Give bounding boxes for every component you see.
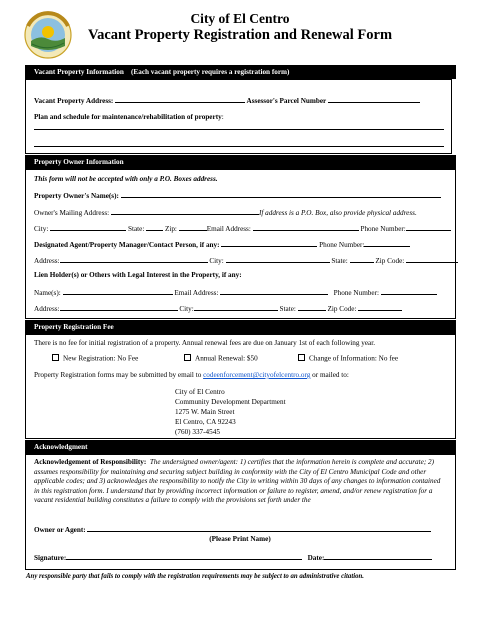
lien-city-field[interactable] xyxy=(194,303,278,311)
section-heading-fee: Property Registration Fee xyxy=(25,320,456,334)
agent-address-field[interactable] xyxy=(60,255,208,263)
mailing-address-row: Owner's Mailing Address: If address is a P.O. Box, also provide physical address. xyxy=(34,209,417,217)
annual-renewal-checkbox[interactable] xyxy=(184,354,191,361)
form-title: Vacant Property Registration and Renewal Form xyxy=(87,27,393,43)
option-new-registration[interactable]: New Registration: No Fee xyxy=(52,354,138,364)
agent-city-field[interactable] xyxy=(226,255,330,263)
section-heading-acknowledgment: Acknowledgment xyxy=(25,440,456,454)
owner-zip-field[interactable] xyxy=(179,223,207,231)
fee-text: There is no fee for initial registration of a property. Annual renewal fees are due on January 1st of each following year. xyxy=(34,339,376,347)
owner-agent-row: Owner or Agent: xyxy=(34,524,431,535)
date-field[interactable] xyxy=(324,552,432,560)
email-link[interactable]: codeenforcement@cityofelcentro.org xyxy=(203,371,311,379)
lien-address-row: Address: City: State: Zip Code: xyxy=(34,303,402,314)
mail-line: (760) 337-4545 xyxy=(175,428,220,436)
vacant-address-row: Vacant Property Address: Assessor's Parcel Number xyxy=(34,95,420,106)
lien-email-field[interactable] xyxy=(220,287,328,295)
owner-city-field[interactable] xyxy=(50,223,126,231)
mail-line: City of El Centro xyxy=(175,388,225,396)
lien-names-row: Name(s): Email Address: Phone Number: xyxy=(34,287,437,298)
agent-name-field[interactable] xyxy=(221,239,317,247)
agent-address-row: Address: City: State: Zip Code: xyxy=(34,255,458,266)
city-state-zip-row: City: State: Zip: Email Address: Phone Number: xyxy=(34,223,451,234)
signature-field[interactable] xyxy=(66,552,302,560)
submit-text: Property Registration forms may be submitted by email to codeenforcement@cityofelcentro.org or mailed to: xyxy=(34,371,349,379)
signature-row: Signature: Date: xyxy=(34,552,432,563)
mail-line: 1275 W. Main Street xyxy=(175,408,235,416)
owner-state-field[interactable] xyxy=(146,223,163,231)
parcel-number-field[interactable] xyxy=(328,95,420,103)
plan-line-1[interactable] xyxy=(34,129,444,130)
plan-line-2[interactable] xyxy=(34,146,444,147)
lien-phone-field[interactable] xyxy=(381,287,437,295)
agent-zip-field[interactable] xyxy=(406,255,458,263)
po-box-warning: This form will not be accepted with only a P.O. Boxes address. xyxy=(34,175,218,183)
new-registration-checkbox[interactable] xyxy=(52,354,59,361)
city-title: City of El Centro xyxy=(190,11,290,26)
owner-names-field[interactable] xyxy=(121,190,441,198)
owner-email-field[interactable] xyxy=(253,223,359,231)
lien-state-field[interactable] xyxy=(298,303,326,311)
plan-label: Plan and schedule for maintenance/rehabilitation of property: xyxy=(34,113,224,121)
mailing-address-field[interactable] xyxy=(111,207,259,215)
agent-row: Designated Agent/Property Manager/Contact Person, if any: Phone Number: xyxy=(34,239,410,250)
section-heading-vacant-property: Vacant Property Information (Each vacant property requires a registration form) xyxy=(25,65,456,79)
footer-note: Any responsible party that fails to comply with the registration requirements may be subject to an administrative citation. xyxy=(26,573,364,580)
lien-zip-field[interactable] xyxy=(358,303,402,311)
section-heading-owner: Property Owner Information xyxy=(25,155,456,169)
option-annual-renewal[interactable]: Annual Renewal: $50 xyxy=(184,354,258,364)
change-info-checkbox[interactable] xyxy=(298,354,305,361)
vacant-address-field[interactable] xyxy=(115,95,245,103)
mail-line: Community Development Department xyxy=(175,398,286,406)
agent-state-field[interactable] xyxy=(350,255,374,263)
lien-holder-label: Lien Holder(s) or Others with Legal Interest in the Property, if any: xyxy=(34,271,242,279)
owner-agent-field[interactable] xyxy=(87,524,431,532)
lien-names-field[interactable] xyxy=(63,287,173,295)
print-name-caption: (Please Print Name) xyxy=(209,535,271,543)
owner-phone-field[interactable] xyxy=(406,223,451,231)
option-change-info[interactable]: Change of Information: No fee xyxy=(298,354,398,364)
mail-line: El Centro, CA 92243 xyxy=(175,418,236,426)
acknowledgment-text: Acknowledgement of Responsibility: The undersigned owner/agent: 1) certifies that the information herein is complete and accurate; 2) assumes responsibility for maintaining and securing subject building in conformity with the City of El Centro Municipal Code and other applicable codes; and 3) acknowledges the responsibility to notify the City in writing within 30 days of any changes to information contained in this registration form. I understand that by providing incorrect information or failure to register, amend, and/or renew registration for a vacant residential building constitutes a failure to comply with the provisions set forth under the xyxy=(34,458,441,505)
owner-names-row: Property Owner's Name(s): xyxy=(34,190,441,201)
lien-address-field[interactable] xyxy=(60,303,178,311)
agent-phone-field[interactable] xyxy=(364,239,410,247)
mailing-address-block xyxy=(175,387,286,437)
